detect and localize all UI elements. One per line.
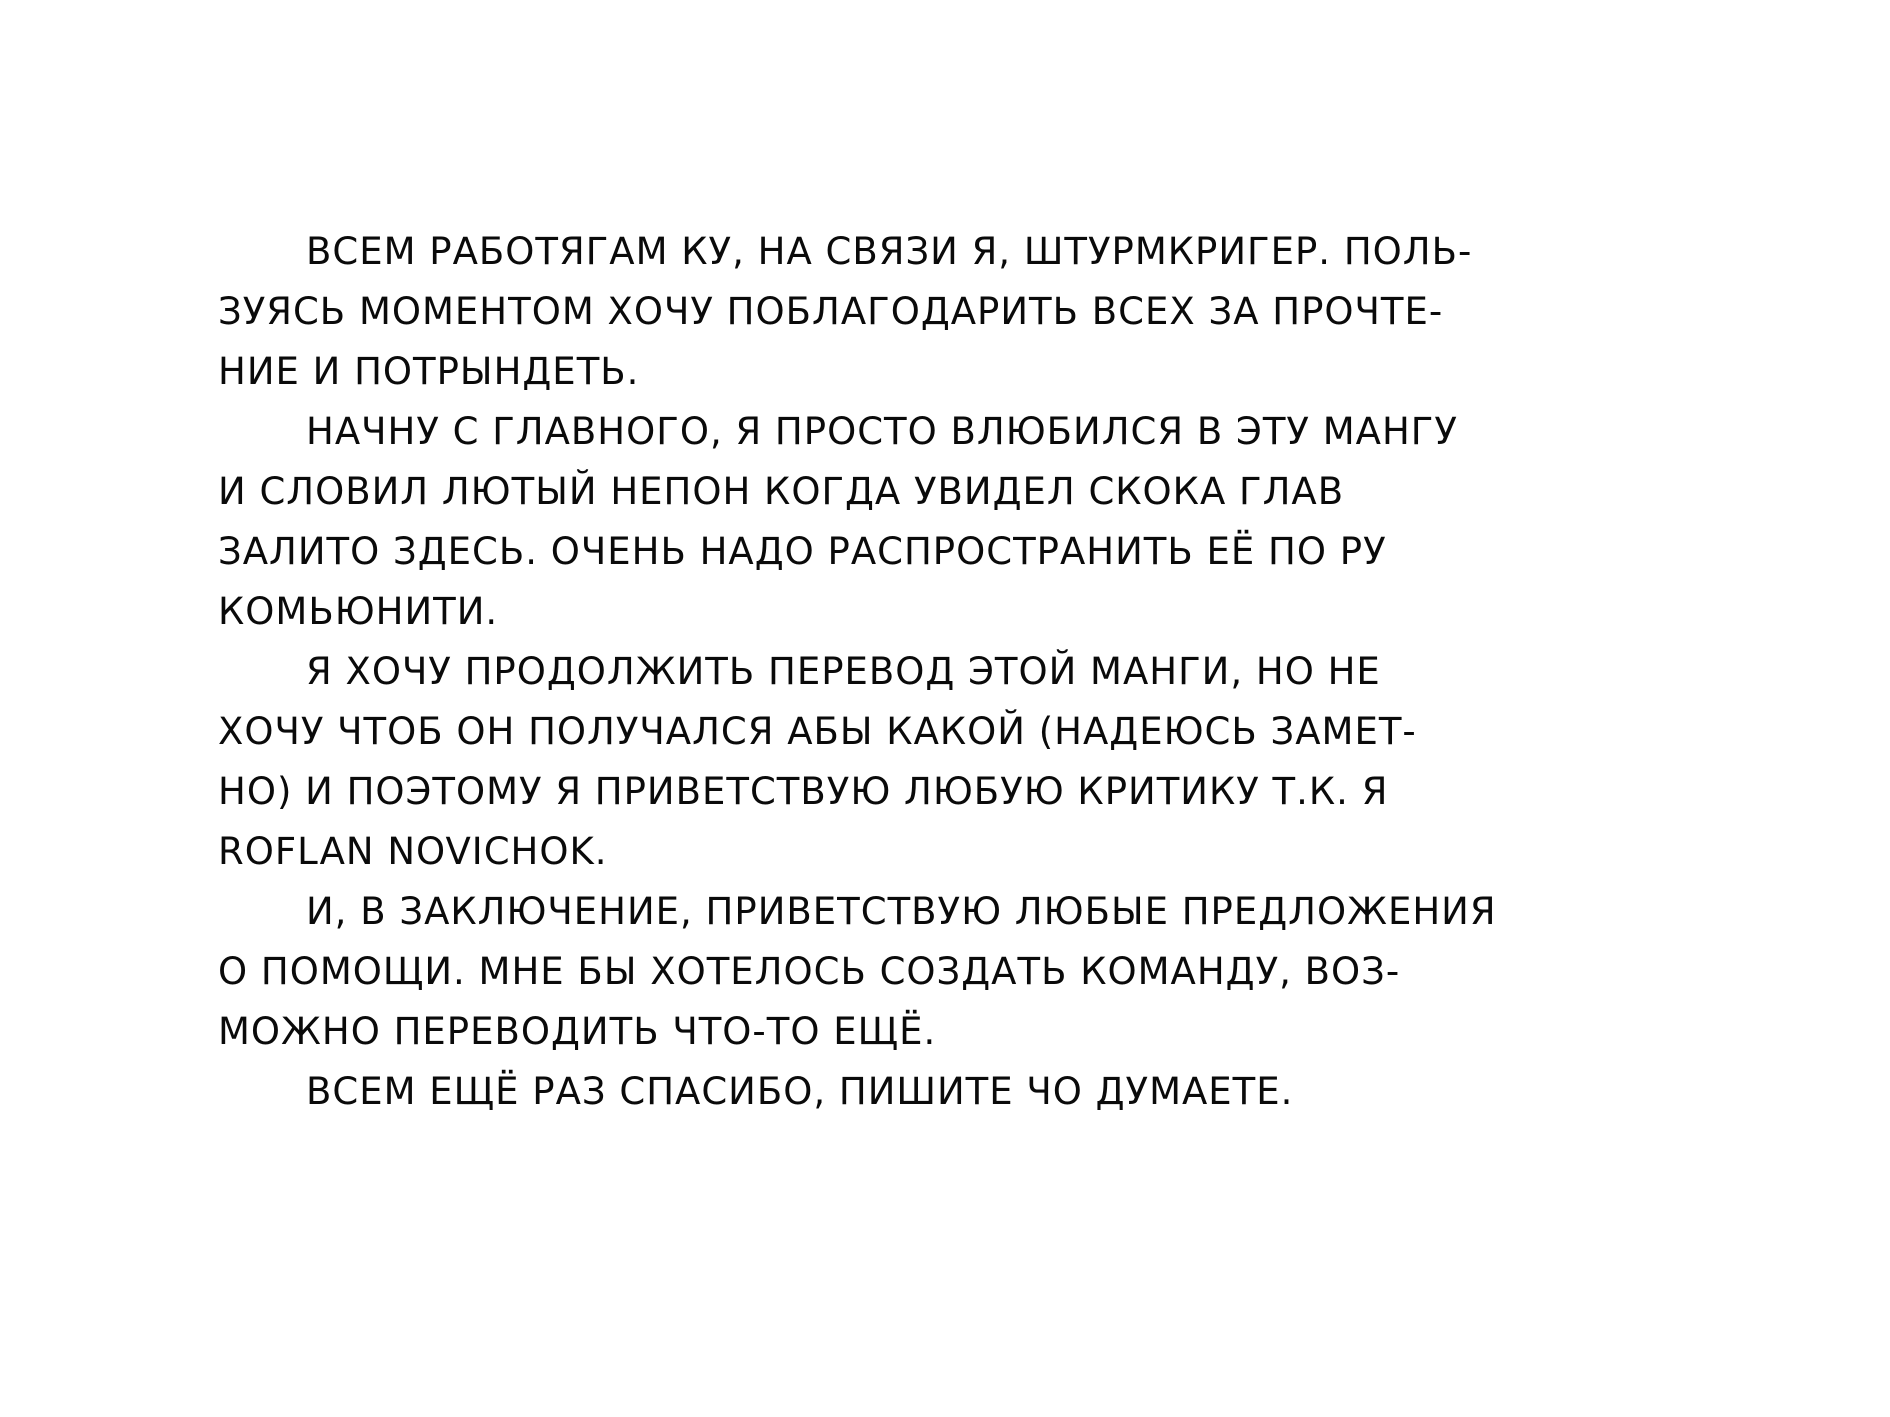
note-line: ЗАЛИТО ЗДЕСЬ. ОЧЕНЬ НАДО РАСПРОСТРАНИТЬ ЕЁ ПО РУ (218, 530, 1387, 573)
note-line: НО) И ПОЭТОМУ Я ПРИВЕТСТВУЮ ЛЮБУЮ КРИТИКУ Т.К. Я (218, 770, 1389, 813)
note-line: О ПОМОЩИ. МНЕ БЫ ХОТЕЛОСЬ СОЗДАТЬ КОМАНДУ, ВОЗ- (218, 950, 1401, 993)
note-line: И, В ЗАКЛЮЧЕНИЕ, ПРИВЕТСТВУЮ ЛЮБЫЕ ПРЕДЛОЖЕНИЯ (306, 890, 1497, 933)
note-line: Я ХОЧУ ПРОДОЛЖИТЬ ПЕРЕВОД ЭТОЙ МАНГИ, НО НЕ (306, 650, 1381, 693)
note-line: ЗУЯСЬ МОМЕНТОМ ХОЧУ ПОБЛАГОДАРИТЬ ВСЕХ ЗА ПРОЧТЕ- (218, 290, 1444, 333)
note-line: И СЛОВИЛ ЛЮТЫЙ НЕПОН КОГДА УВИДЕЛ СКОКА ГЛАВ (218, 470, 1345, 513)
note-line: ROFLAN NOVICHOK. (218, 830, 608, 873)
note-line: ВСЕМ РАБОТЯГАМ КУ, НА СВЯЗИ Я, ШТУРМКРИГЕР. ПОЛЬ- (306, 230, 1473, 273)
note-line: НАЧНУ С ГЛАВНОГО, Я ПРОСТО ВЛЮБИЛСЯ В ЭТУ МАНГУ (306, 410, 1458, 453)
note-line: ВСЕМ ЕЩЁ РАЗ СПАСИБО, ПИШИТЕ ЧО ДУМАЕТЕ. (306, 1070, 1294, 1113)
note-line: ХОЧУ ЧТОБ ОН ПОЛУЧАЛСЯ АБЫ КАКОЙ (НАДЕЮСЬ ЗАМЕТ- (218, 710, 1417, 753)
note-line: МОЖНО ПЕРЕВОДИТЬ ЧТО-ТО ЕЩЁ. (218, 1010, 937, 1053)
note-line: КОМЬЮНИТИ. (218, 590, 499, 633)
note-line: НИЕ И ПОТРЫНДЕТЬ. (218, 350, 640, 393)
translator-note (218, 222, 1758, 1122)
